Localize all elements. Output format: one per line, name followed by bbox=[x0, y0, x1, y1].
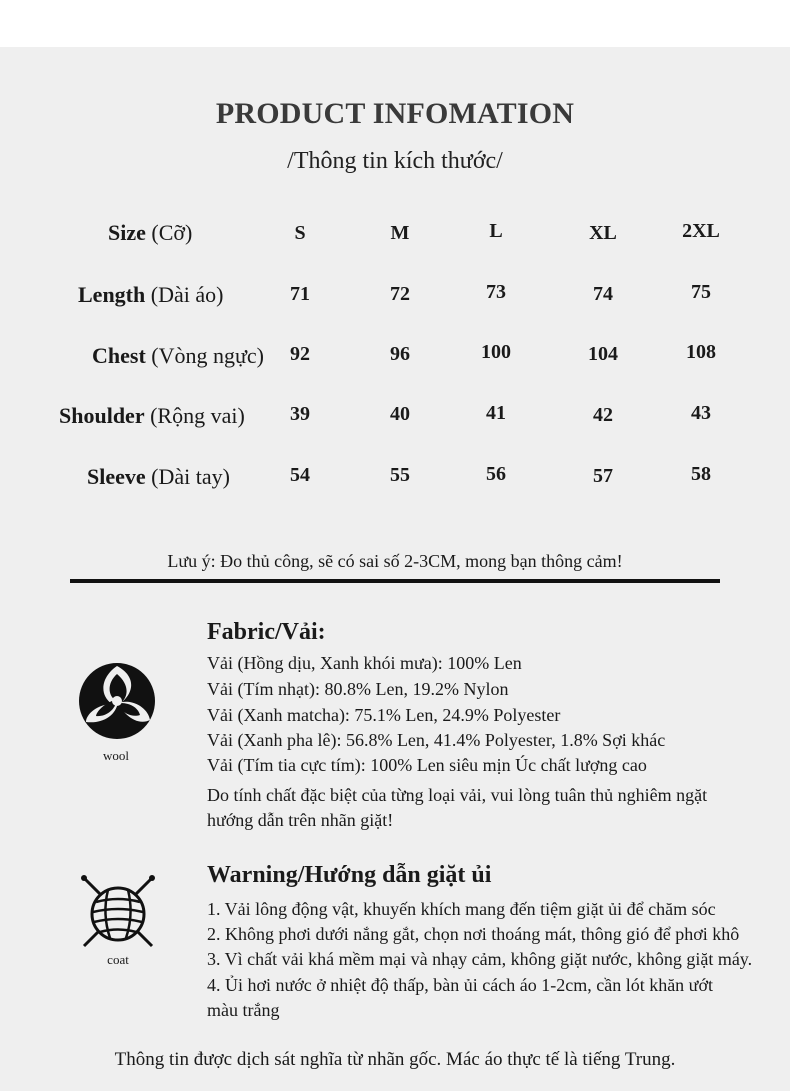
warning-line: 3. Vì chất vải khá mềm mại và nhạy cảm, không giặt nước, không giặt máy. bbox=[207, 949, 753, 969]
size-header-m: M bbox=[390, 222, 410, 244]
shoulder-2xl: 43 bbox=[691, 402, 711, 424]
wool-icon bbox=[76, 660, 158, 742]
wool-caption: wool bbox=[103, 748, 129, 763]
sleeve-2xl: 58 bbox=[691, 463, 711, 485]
size-header-s: S bbox=[294, 222, 306, 244]
length-2xl: 75 bbox=[691, 281, 711, 303]
length-l: 73 bbox=[486, 281, 506, 303]
coat-caption: coat bbox=[107, 952, 129, 967]
page-subtitle: /Thông tin kích thước/ bbox=[287, 148, 503, 174]
size-header-label-bold: Size bbox=[108, 220, 146, 245]
page-title: PRODUCT INFOMATION bbox=[215, 97, 575, 130]
length-s: 71 bbox=[290, 283, 310, 305]
fabric-heading: Fabric/Vải: bbox=[207, 619, 326, 645]
length-xl: 74 bbox=[593, 283, 613, 305]
fabric-line: Vải (Xanh pha lê): 56.8% Len, 41.4% Polyester, 1.8% Sợi khác bbox=[207, 730, 666, 750]
sleeve-label-rest: (Dài tay) bbox=[145, 464, 230, 489]
size-header-2xl: 2XL bbox=[682, 220, 720, 242]
shoulder-xl: 42 bbox=[593, 404, 613, 426]
fabric-line: Do tính chất đặc biệt của từng loại vải, vui lòng tuân thủ nghiêm ngặt bbox=[207, 785, 708, 805]
warning-line: 4. Ủi hơi nước ở nhiệt độ thấp, bàn ủi cách áo 1-2cm, cần lót khăn ướt bbox=[207, 975, 713, 995]
chest-l: 100 bbox=[481, 341, 511, 363]
shoulder-m: 40 bbox=[390, 403, 410, 425]
warning-line: màu trắng bbox=[207, 1000, 280, 1020]
chest-label bbox=[92, 343, 264, 369]
length-label-bold: Length bbox=[78, 282, 146, 307]
sleeve-l: 56 bbox=[486, 463, 506, 485]
sleeve-label bbox=[87, 464, 230, 490]
shoulder-label-rest: (Rộng vai) bbox=[144, 403, 245, 428]
footer-note: Thông tin được dịch sát nghĩa từ nhãn gốc. Mác áo thực tế là tiếng Trung. bbox=[114, 1049, 676, 1070]
length-label bbox=[78, 282, 223, 308]
length-label-rest: (Dài áo) bbox=[145, 282, 224, 307]
section-divider bbox=[70, 579, 720, 583]
fabric-line: Vải (Tím tia cực tím): 100% Len siêu mịn Úc chất lượng cao bbox=[207, 755, 647, 775]
sleeve-m: 55 bbox=[390, 464, 410, 486]
sleeve-s: 54 bbox=[290, 464, 310, 486]
shoulder-l: 41 bbox=[486, 402, 506, 424]
chest-2xl: 108 bbox=[686, 341, 716, 363]
warning-line: 1. Vải lông động vật, khuyến khích mang đến tiệm giặt ủi để chăm sóc bbox=[207, 899, 716, 919]
size-header-label-rest: (Cỡ) bbox=[145, 220, 193, 245]
chest-label-bold: Chest bbox=[92, 343, 146, 368]
fabric-line: Vải (Tím nhạt): 80.8% Len, 19.2% Nylon bbox=[207, 679, 509, 699]
sleeve-xl: 57 bbox=[593, 465, 613, 487]
sleeve-label-bold: Sleeve bbox=[87, 464, 146, 489]
shoulder-s: 39 bbox=[290, 403, 310, 425]
yarn-ball-needles-icon bbox=[78, 872, 158, 952]
size-header-l: L bbox=[489, 220, 503, 242]
fabric-line: hướng dẫn trên nhãn giặt! bbox=[207, 810, 394, 830]
chest-s: 92 bbox=[290, 343, 310, 365]
chest-m: 96 bbox=[390, 343, 410, 365]
warning-line: 2. Không phơi dưới nắng gắt, chọn nơi thoáng mát, thông gió để phơi khô bbox=[207, 924, 740, 944]
shoulder-label bbox=[59, 403, 245, 429]
warning-heading: Warning/Hướng dẫn giặt ủi bbox=[207, 862, 492, 888]
shoulder-label-bold: Shoulder bbox=[59, 403, 145, 428]
size-header-xl: XL bbox=[589, 222, 617, 244]
length-m: 72 bbox=[390, 283, 410, 305]
measurement-note: Lưu ý: Đo thủ công, sẽ có sai số 2-3CM, mong bạn thông cảm! bbox=[167, 551, 623, 571]
chest-label-rest: (Vòng ngực) bbox=[145, 343, 265, 368]
chest-xl: 104 bbox=[588, 343, 618, 365]
fabric-line: Vải (Xanh matcha): 75.1% Len, 24.9% Polyester bbox=[207, 705, 561, 725]
size-header-label bbox=[108, 220, 192, 246]
fabric-line: Vải (Hồng dịu, Xanh khói mưa): 100% Len bbox=[207, 653, 522, 673]
